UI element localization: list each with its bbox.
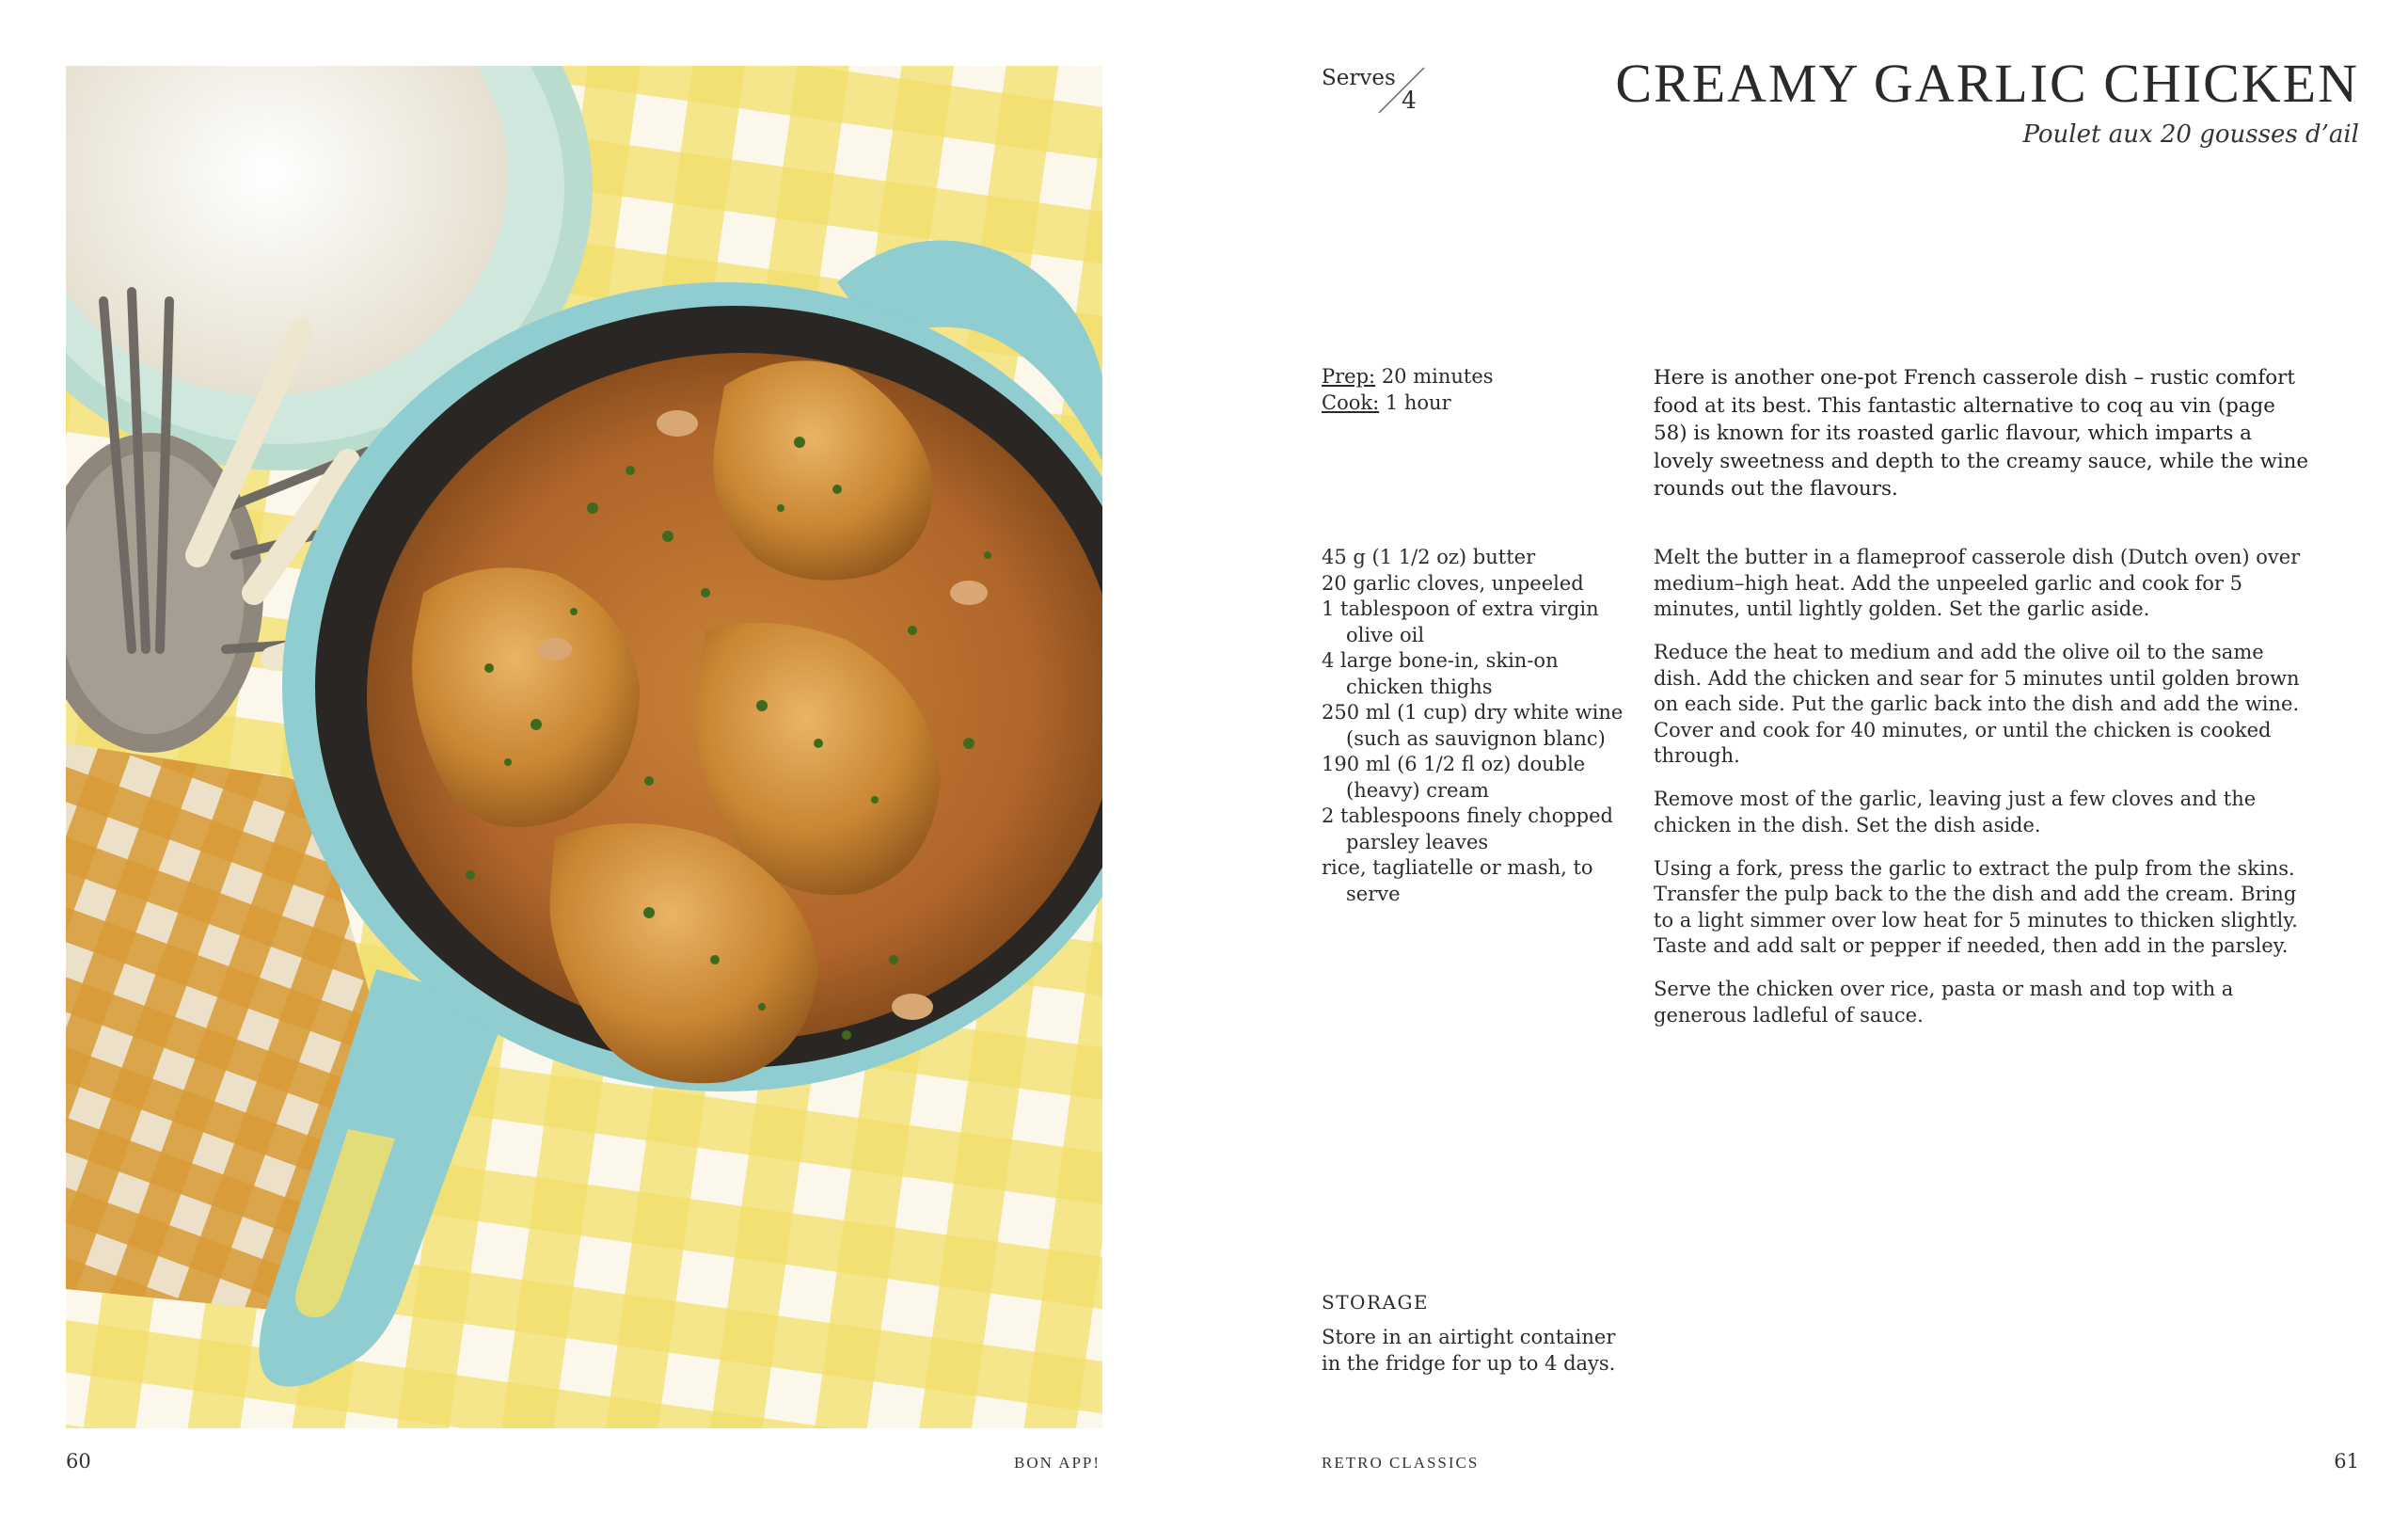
recipe-subtitle: Poulet aux 20 gousses d’ail: [2022, 120, 2359, 149]
serves-label: Serves: [1322, 66, 1396, 90]
recipe-photo: [66, 66, 1102, 1428]
ingredient-item: 2 tablespoons finely chopped parsley leaves: [1322, 804, 1613, 853]
serves-value: 4: [1402, 87, 1417, 114]
ingredient-item: 45 g (1 1/2 oz) butter: [1322, 546, 1536, 568]
recipe-times: [1322, 364, 1494, 416]
ingredient-item: rice, tagliatelle or mash, to serve: [1322, 856, 1593, 905]
ingredient-item: 4 large bone-in, skin-on chicken thighs: [1322, 649, 1559, 698]
method-step: Using a fork, press the garlic to extract the pulp from the skins. Transfer the pulp back to the the dish and add the cream. Bring to a light simmer over low heat for 5 minutes to thicken slightly. Taste and add salt or pepper if needed, then add in the parsley.: [1654, 856, 2298, 957]
prep-value: 20 minutes: [1381, 365, 1494, 388]
recipe-title: CREAMY GARLIC CHICKEN: [1615, 53, 2359, 114]
ingredients-list: [1322, 545, 1632, 907]
right-page-number: 61: [2334, 1450, 2359, 1473]
method-step: Reduce the heat to medium and add the olive oil to the same dish. Add the chicken and sear for 5 minutes until golden brown on each side. Put the garlic back into the dish and add the wine. Cover and cook for 40 minutes, or until the chicken is cooked through.: [1654, 641, 2300, 767]
ingredient-item: 1 tablespoon of extra virgin olive oil: [1322, 597, 1599, 646]
left-page-number: 60: [66, 1450, 91, 1473]
cook-label: Cook:: [1322, 390, 1380, 414]
right-running-head: RETRO CLASSICS: [1322, 1454, 1480, 1472]
storage-text: Store in an airtight container in the fridge for up to 4 days.: [1322, 1326, 1616, 1375]
skillet-chicken-illustration: [66, 66, 1102, 1428]
recipe-intro: Here is another one-pot French casserole dish – rustic comfort food at its best. This fantastic alternative to coq au vin (page 58) is known for its roasted garlic flavour, which imparts a lovely sweetness and depth to the creamy sauce, while the wine rounds out the flavours.: [1654, 366, 2309, 501]
method-step: Serve the chicken over rice, pasta or mash and top with a generous ladleful of sauce.: [1654, 978, 2234, 1027]
cook-value: 1 hour: [1385, 390, 1451, 414]
ingredient-item: 250 ml (1 cup) dry white wine (such as sauvignon blanc): [1322, 701, 1624, 750]
prep-label: Prep:: [1322, 365, 1376, 388]
method-step: Remove most of the garlic, leaving just a few cloves and the chicken in the dish. Set the dish aside.: [1654, 788, 2257, 836]
method-steps: [1654, 545, 2312, 1046]
ingredient-item: 190 ml (6 1/2 fl oz) double (heavy) cream: [1322, 753, 1586, 802]
storage-heading: STORAGE: [1322, 1291, 1430, 1314]
left-running-head: BON APP!: [1014, 1454, 1101, 1472]
method-step: Melt the butter in a flameproof casserole dish (Dutch oven) over medium–high heat. Add the unpeeled garlic and cook for 5 minutes, until lightly golden. Set the garlic aside.: [1654, 546, 2301, 620]
ingredient-item: 20 garlic cloves, unpeeled: [1322, 571, 1584, 595]
cook-time: [1322, 390, 1494, 417]
prep-time: [1322, 364, 1494, 390]
